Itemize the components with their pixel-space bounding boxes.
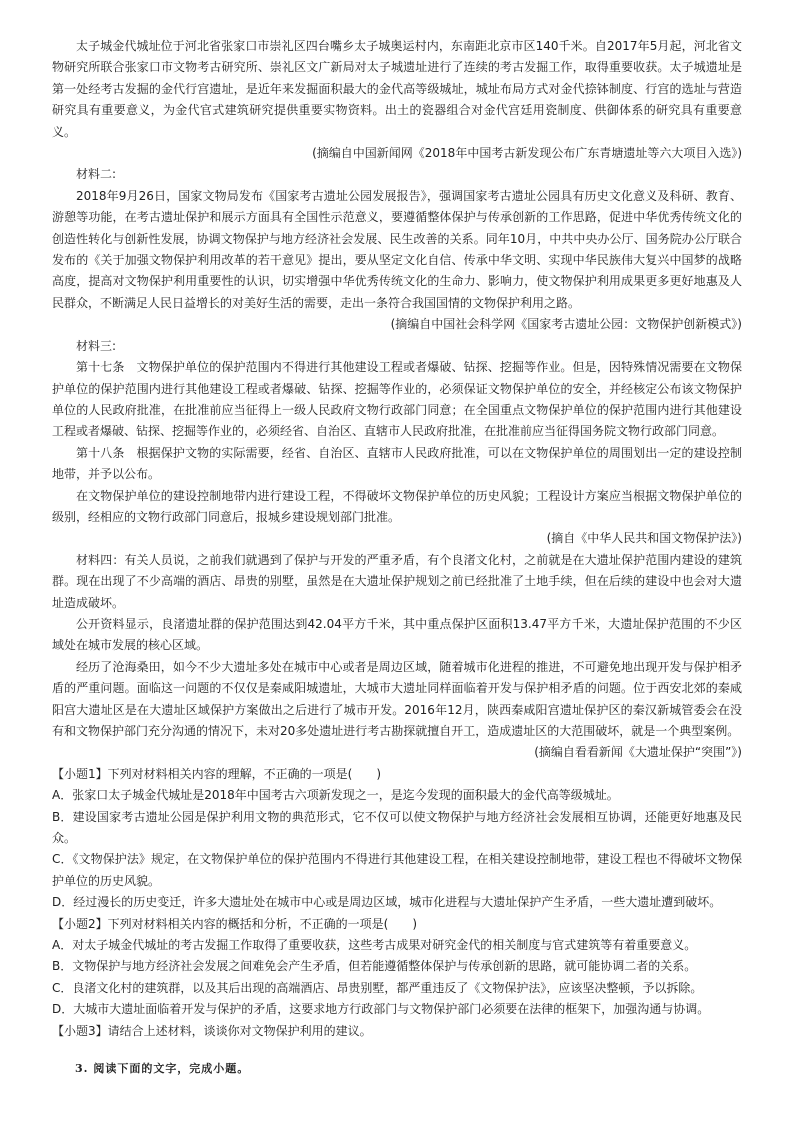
- material-2-body: 2018年9月26日，国家文物局发布《国家考古遗址公园发展报告》，强调国家考古遗址公园具有历史文化意义及科研、教育、游憩等功能，在考古遗址保护和展示方面具有全国性示范意义，要遵循整体保护与传承创新的工作思路，促进中华优秀传统文化的创造性转化与创新性发展，协调文物保护与地方经济社会发展、民生改善的关系。同年10月，中共中央办公厅、国务院办公厅联合发布的《关于加强文物保护利用改革的若干意见》提出，要从坚定文化自信、传承中华文明、实现中华民族伟大复兴中国梦的战略高度，提高对文物保护利用重要性的认识，切实增强中华优秀传统文化的生命力、影响力，使文物保护利用成果更多更好地惠及人民群众，不断满足人民日益增长的对美好生活的需要，走出一条符合我国国情的文物保护利用之路。: [52, 188, 742, 310]
- material-1-source: (摘编自中国新闻网《2018年中国考古新发现公布广东青塘遗址等六大项目入选》): [312, 146, 742, 161]
- material-3-article-17: 第十七条 文物保护单位的保护范围内不得进行其他建设工程或者爆破、钻探、挖掘等作业。但是，因特殊情况需要在文物保护单位的保护范围内进行其他建设工程或者爆破、钻探、挖掘等作业的，必须保证文物保护单位的安全，并经核定公布该文物保护单位的人民政府批准，在批准前应当征得上一级人民政府文物行政部门同意；在全国重点文物保护单位的保护范围内进行其他建设工程或者爆破、钻探、挖掘等作业的，必须经省、自治区、直辖市人民政府批准，在批准前应当征得国务院文物行政部门同意。: [52, 360, 742, 439]
- question-2-stem: 【小题2】下列对材料相关内容的概括和分析，不正确的一项是( ): [52, 916, 418, 931]
- material-3-body: 在文物保护单位的建设控制地带内进行建设工程，不得破坏文物保护单位的历史风貌；工程设计方案应当根据文物保护单位的级别，经相应的文物行政部门同意后，报城乡建设规划部门批准。: [52, 488, 742, 524]
- question-2-option-d: D．大城市大遗址面临着开发与保护的矛盾，这要求地方行政部门与文物保护部门必须要在法律的框架下，加强沟通与协调。: [52, 1002, 710, 1017]
- question-1-option-a: A．张家口太子城金代城址是2018年中国考古六项新发现之一，是迄今发现的面积最大的金代高等级城址。: [52, 788, 619, 803]
- material-1-body: 太子城金代城址位于河北省张家口市崇礼区四台嘴乡太子城奥运村内，东南距北京市区140千米。自2017年5月起，河北省文物研究所联合张家口市文物考古研究所、崇礼区文广新局对太子城遗址进行了连续的考古发掘工作，取得重要收获。太子城遗址是第一处经考古发掘的金代行宫遗址，是近年来发掘面积最大的金代高等级城址，城址布局方式对金代捺钵制度、行宫的选址与营造研究具有重要意义，为金代官式建筑研究提供重要实物资料。出土的瓷器组合对金代宫廷用瓷制度、供御体系的研究具有重要意义。: [52, 39, 742, 139]
- material-2-source: (摘编自中国社会科学网《国家考古遗址公园：文物保护创新模式》): [390, 317, 742, 332]
- question-3-stem: 【小题3】请结合上述材料，谈谈你对文物保护利用的建议。: [52, 1023, 372, 1038]
- material-4-source: (摘编自看看新闻《大遗址保护“突围”》): [534, 745, 742, 760]
- material-3-label: 材料三:: [76, 338, 117, 353]
- section-heading: 3. 阅读下面的文字，完成小题。: [75, 1062, 250, 1075]
- material-2-label: 材料二:: [76, 167, 117, 182]
- question-2-option-b: B．文物保护与地方经济社会发展之间难免会产生矛盾，但若能遵循整体保护与传承创新的思路，就可能协调二者的关系。: [52, 959, 697, 974]
- question-2-option-c: C．良渚文化村的建筑群，以及其后出现的高端酒店、昂贵别墅，都严重违反了《文物保护法》，应该坚决整顿，予以拆除。: [52, 980, 703, 995]
- question-1-stem: 【小题1】下列对材料相关内容的理解，不正确的一项是( ): [52, 766, 382, 781]
- material-3-source: (摘自《中华人民共和国文物保护法》): [546, 531, 742, 546]
- question-2-option-a: A．对太子城金代城址的考古发掘工作取得了重要收获，这些考古成果对研究金代的相关制度与官式建筑等有着重要意义。: [52, 938, 697, 953]
- material-3-article-18: 第十八条 根据保护文物的实际需要，经省、自治区、直辖市人民政府批准，可以在文物保护单位的周围划出一定的建设控制地带，并予以公布。: [52, 445, 742, 482]
- material-4-paragraph-2: 公开资料显示，良渚遗址群的保护范围达到42.04平方千米，其中重点保护区面积13.47平方千米，大遗址保护范围的不少区域处在城市发展的核心区域。: [52, 616, 742, 653]
- material-4-paragraph-1: 材料四：有关人员说，之前我们就遇到了保护与开发的严重矛盾，有个良渚文化村，之前就是在大遗址保护范围内建设的建筑群。现在出现了不少高端的酒店、昂贵的别墅，虽然是在大遗址保护规划之前已经批准了土地手续，但在后续的建设中也会对大遗址造成破坏。: [52, 552, 742, 610]
- material-4-paragraph-3: 经历了沧海桑田，如今不少大遗址多处在城市中心或者是周边区域，随着城市化进程的推进，不可避免地出现开发与保护相矛盾的严重问题。面临这一问题的不仅仅是秦咸阳城遗址，大城市大遗址同样面临着开发与保护相矛盾的问题。位于西安北郊的秦咸阳宫大遗址区是在大遗址区域保护方案做出之后进行了城市开发。2016年12月，陕西秦咸阳宫遗址保护区的秦汉新城管委会在没有和文物保护部门充分沟通的情况下，未对20多处遗址进行考古勘探就擅自开工，造成遗址区的大范围破坏，就是一个典型案例。: [52, 659, 742, 738]
- question-1-option-b: B．建设国家考古遗址公园是保护利用文物的典范形式，它不仅可以使文物保护与地方经济社会发展相互协调，还能更好地惠及民众。: [52, 809, 742, 846]
- question-1-option-d: D．经过漫长的历史变迁，许多大遗址处在城市中心或是周边区域，城市化进程与大遗址保护产生矛盾，一些大遗址遭到破坏。: [52, 895, 722, 910]
- question-1-option-c: C．《文物保护法》规定，在文物保护单位的保护范围内不得进行其他建设工程，在相关建设控制地带，建设工程也不得破坏文物保护单位的历史风貌。: [52, 852, 742, 888]
